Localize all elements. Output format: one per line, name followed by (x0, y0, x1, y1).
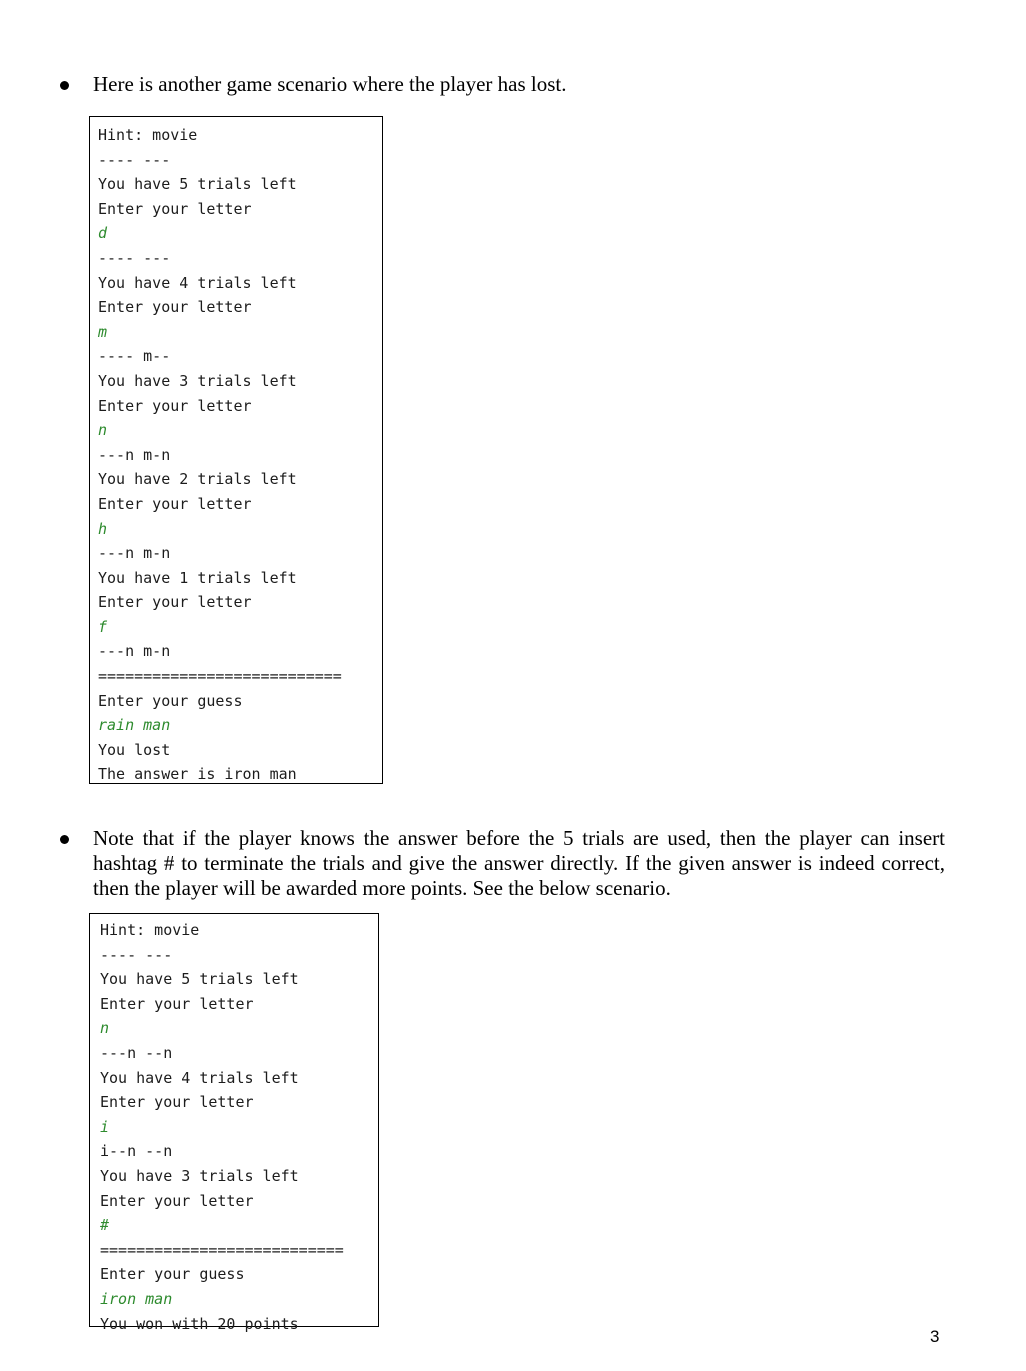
bullet-text-hashtag-note: Note that if the player knows the answer before the 5 trials are used, then the player can insert hashtag # to terminate the trials and give the answer directly. If the given answer is indeed correct, then the player will be awarded more points. See the below scenario. (93, 826, 945, 900)
bullet-dot-icon (60, 835, 69, 844)
bullet-text-lost-intro: Here is another game scenario where the player has lost. (93, 72, 567, 96)
terminal-output-line: You have 3 trials left (100, 1166, 299, 1185)
terminal-user-input-line: n (100, 1019, 110, 1038)
terminal-output-line: =========================== (100, 1240, 344, 1259)
page-number: 3 (930, 1327, 940, 1346)
terminal-output-line: Enter your letter (98, 199, 252, 218)
terminal-output-line: Enter your letter (100, 994, 254, 1013)
terminal-output-line: The answer is iron man (98, 765, 297, 784)
terminal-output-line: Hint: movie (100, 921, 200, 939)
terminal-output-line: Enter your letter (98, 593, 252, 612)
terminal-user-input-line: h (98, 519, 108, 538)
terminal-output-line: Enter your letter (98, 494, 252, 513)
terminal-output-line: Hint: movie (98, 126, 198, 144)
terminal-output-line: You won with 20 points (100, 1314, 299, 1333)
terminal-output-line: ---n m-n (98, 642, 171, 661)
terminal-output-line: Enter your guess (98, 691, 243, 710)
terminal-user-input-line: # (100, 1216, 110, 1235)
terminal-output-line: You have 4 trials left (100, 1068, 299, 1087)
terminal-user-input-line: rain man (98, 716, 171, 735)
terminal-output-line: ---- --- (98, 248, 171, 267)
terminal-output-line: ---n m-n (98, 445, 171, 464)
terminal-output-line: Enter your letter (100, 1093, 254, 1112)
terminal-output-line: ---- --- (98, 150, 171, 169)
terminal-output-line: You have 1 trials left (98, 568, 297, 587)
terminal-user-input-line: n (98, 421, 108, 440)
terminal-output-line: ---- --- (100, 945, 173, 964)
terminal-user-input-line: m (98, 322, 108, 341)
terminal-output-line: You have 5 trials left (98, 175, 297, 194)
terminal-output-line: You have 4 trials left (98, 273, 297, 292)
terminal-user-input-line: iron man (100, 1289, 173, 1308)
bullet-dot-icon (60, 81, 69, 90)
terminal-output-line: You lost (98, 740, 171, 759)
terminal-output-line: You have 5 trials left (100, 970, 299, 989)
terminal-output-line: ---n m-n (98, 544, 171, 563)
terminal-user-input-line: i (100, 1117, 110, 1136)
terminal-output-line: ---- m-- (98, 347, 171, 366)
terminal-user-input-line: d (98, 224, 108, 243)
terminal-user-input-line: f (98, 617, 108, 636)
terminal-output-lost-scenario (89, 116, 383, 784)
terminal-output-line: Enter your letter (98, 298, 252, 317)
terminal-output-line: Enter your letter (98, 396, 252, 415)
terminal-output-line: You have 3 trials left (98, 371, 297, 390)
terminal-output-line: You have 2 trials left (98, 470, 297, 489)
terminal-output-won-scenario (89, 913, 379, 1333)
terminal-output-line: Enter your guess (100, 1265, 245, 1284)
terminal-output-line: Enter your letter (100, 1191, 254, 1210)
terminal-output-line: i--n --n (100, 1142, 173, 1161)
terminal-output-line: =========================== (98, 667, 342, 686)
terminal-output-line: ---n --n (100, 1043, 173, 1062)
